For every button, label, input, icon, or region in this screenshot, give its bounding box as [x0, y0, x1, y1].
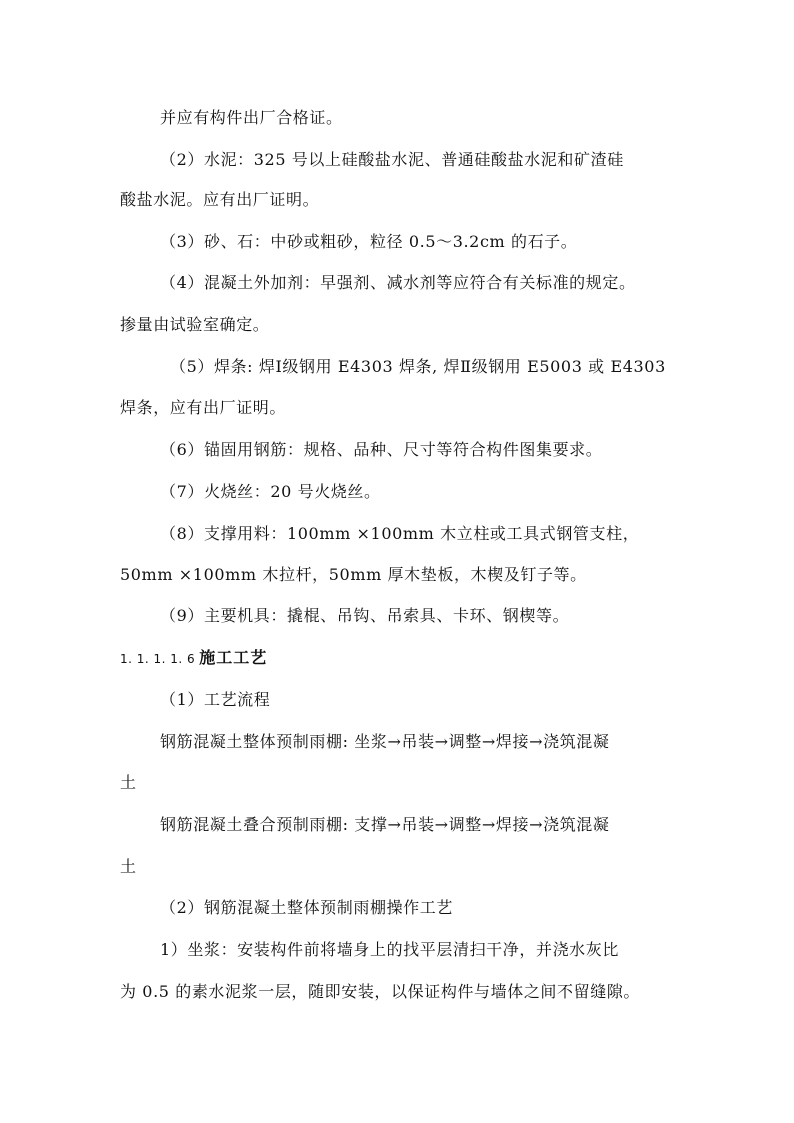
text-line: （6）锚固用钢筋：规格、品种、尺寸等符合构件图集要求。	[160, 440, 603, 459]
text-line: （5）焊条: 焊Ⅰ级钢用 E4303 焊条, 焊Ⅱ级钢用 E5003 或 E4303	[170, 357, 666, 376]
text-line: 土	[120, 773, 137, 792]
text-line: 钢筋混凝土整体预制雨棚: 坐浆→吊装→调整→焊接→浇筑混凝	[160, 732, 610, 751]
text-line: （8）支撑用料：100mm ×100mm 木立柱或工具式钢管支柱，	[160, 524, 640, 543]
text-line: （7）火烧丝：20 号火烧丝。	[160, 482, 381, 501]
text-line: （2）钢筋混凝土整体预制雨棚操作工艺	[160, 898, 453, 917]
text-line: （9）主要机具：撬棍、吊钩、吊索具、卡环、钢楔等。	[160, 606, 570, 625]
text-line: （4）混凝土外加剂：早强剂、减水剂等应符合有关标准的规定。	[160, 273, 636, 292]
text-line: 土	[120, 857, 137, 876]
text-line: 钢筋混凝土叠合预制雨棚: 支撑→吊装→调整→焊接→浇筑混凝	[160, 815, 610, 834]
text-line: 为 0.5 的素水泥浆一层，随即安装，以保证构件与墙体之间不留缝隙。	[120, 982, 641, 1001]
text-line: 焊条，应有出厂证明。	[120, 398, 287, 417]
text-line: 并应有构件出厂合格证。	[160, 108, 343, 127]
text-line: 酸盐水泥。应有出厂证明。	[120, 190, 320, 209]
text-line: 50mm ×100mm 木拉杆，50mm 厚木垫板，木楔及钉子等。	[120, 565, 587, 584]
text-line: 1）坐浆：安装构件前将墙身上的找平层清扫干净，并浇水灰比	[160, 940, 619, 959]
section-title: 施工工艺	[199, 648, 268, 667]
text-line: （3）砂、石：中砂或粗砂，粒径 0.5～3.2cm 的石子。	[160, 232, 578, 251]
section-heading	[120, 648, 267, 669]
section-number: 1. 1. 1. 1. 6	[120, 652, 196, 666]
text-line: （2）水泥：325 号以上硅酸盐水泥、普通硅酸盐水泥和矿渣硅	[160, 150, 624, 169]
text-line: 掺量由试验室确定。	[120, 315, 270, 334]
text-line: （1）工艺流程	[160, 690, 271, 709]
